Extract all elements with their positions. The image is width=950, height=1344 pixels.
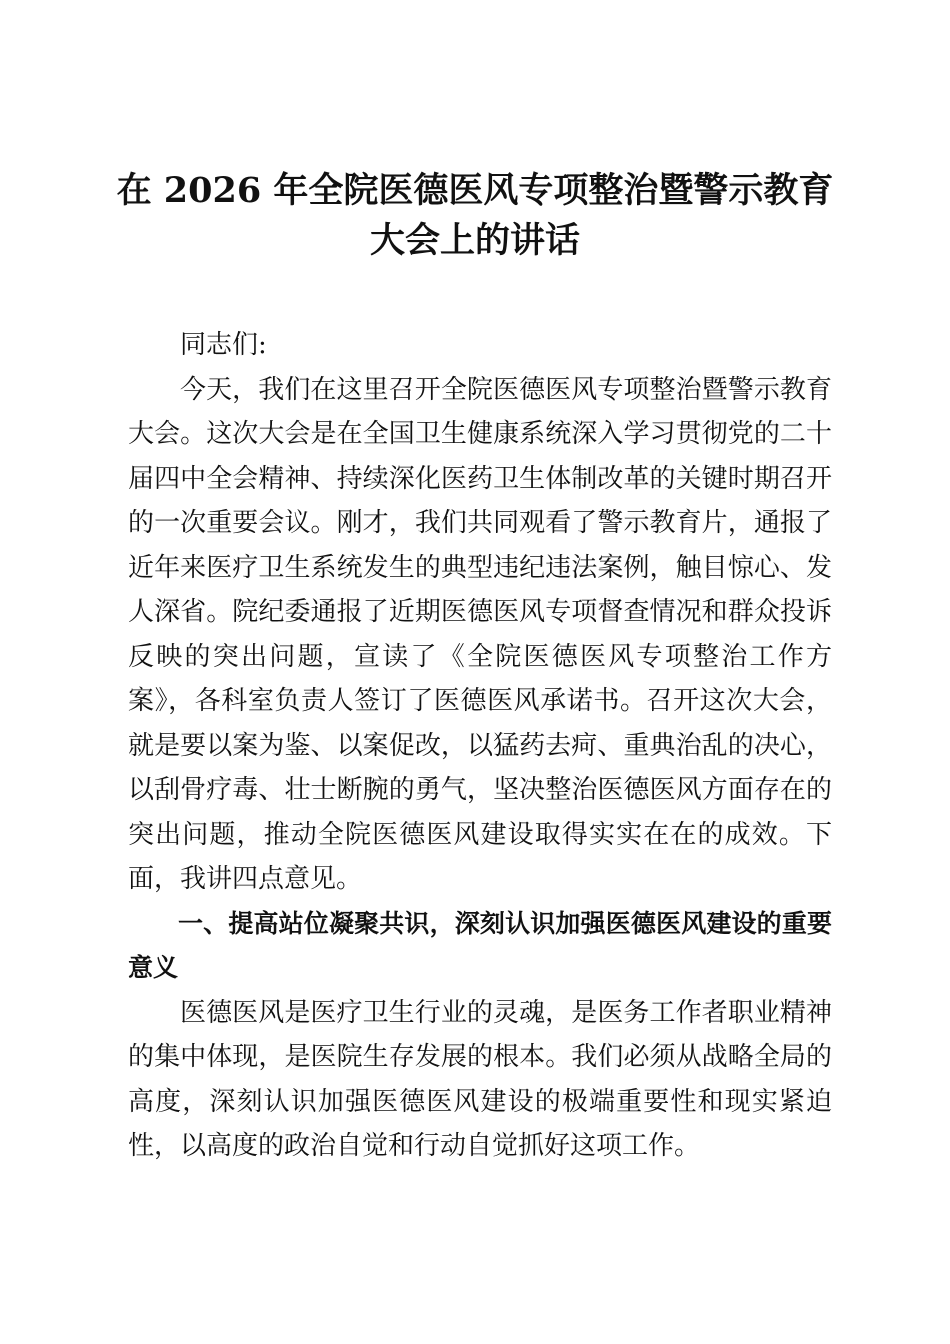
paragraph-opening: 今天，我们在这里召开全院医德医风专项整治暨警示教育大会。这次大会是在全国卫生健康系统深入学习贯彻党的二十届四中全会精神、持续深化医药卫生体制改革的关键时期召开的一次重要会议。刚才，我们共同观看了警示教育片，通报了近年来医疗卫生系统发生的典型违纪违法案例，触目惊心、发人深省。院纪委通报了近期医德医风专项督查情况和群众投诉反映的突出问题，宣读了《全院医德医风专项整治工作方案》，各科室负责人签订了医德医风承诺书。召开这次大会，就是要以案为鉴、以案促改，以猛药去疴、重典治乱的决心，以刮骨疗毒、壮士断腕的勇气，坚决整治医德医风方面存在的突出问题，推动全院医德医风建设取得实实在在的成效。下面，我讲四点意见。 <box>128 374 832 894</box>
title-line-1: 在 2026 年全院医德医风专项整治暨警示教育 <box>116 170 834 211</box>
section-heading-1: 一、提高站位凝聚共识，深刻认识加强医德医风建设的重要意义 <box>128 908 832 982</box>
paragraph-section-1: 医德医风是医疗卫生行业的灵魂，是医务工作者职业精神的集中体现，是医院生存发展的根本。我们必须从战略全局的高度，深刻认识加强医德医风建设的极端重要性和现实紧迫性，以高度的政治自觉和行动自觉抓好这项工作。 <box>128 997 832 1161</box>
title-line-2: 大会上的讲话 <box>369 220 580 261</box>
salutation: 同志们: <box>180 330 267 360</box>
document-title <box>100 166 850 266</box>
document-body <box>128 323 832 1169</box>
